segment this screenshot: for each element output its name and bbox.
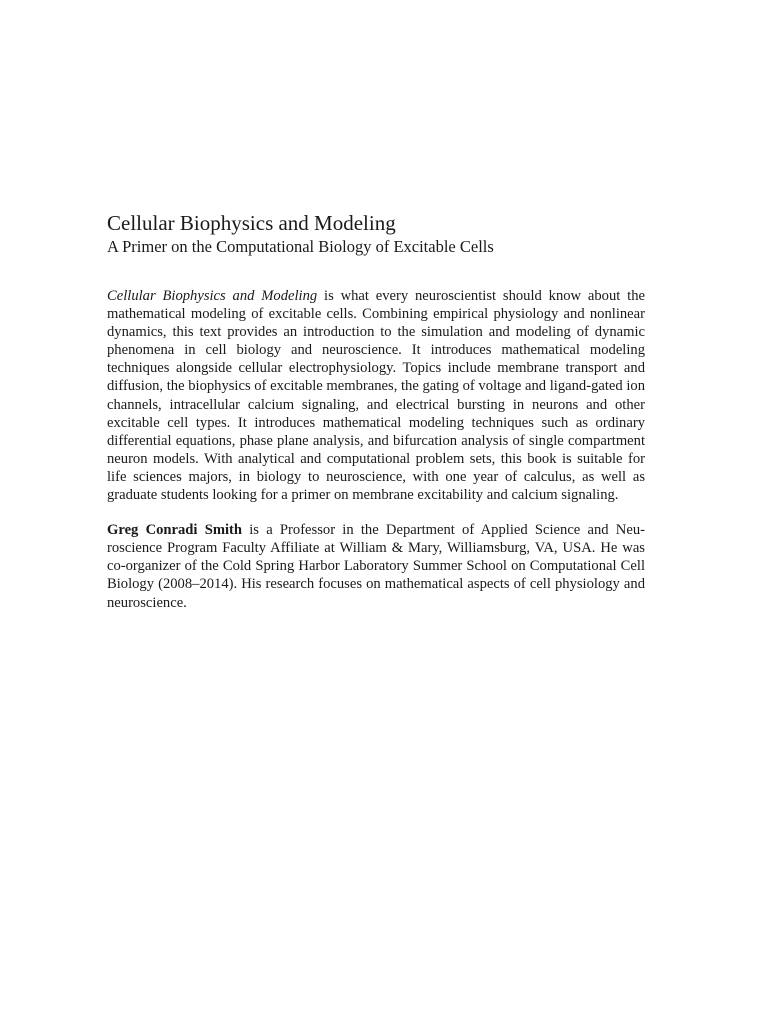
description-italic-title: Cellular Biophysics and Modeling xyxy=(107,288,318,304)
book-description xyxy=(107,287,645,504)
author-bio xyxy=(107,521,645,611)
book-subtitle: A Primer on the Computational Biology of Excitable Cells xyxy=(107,237,494,256)
author-name: Greg Conradi Smith xyxy=(107,522,243,539)
description-text: is what every neuroscientist should know about the mathematical modeling of excitable cells. Combining empirical physiology and nonlinear dynamics, this text provides an introduction to the simulation and modeling of dynamic phenomena in cell biology and neuroscience. It introduces mathematical modeling techniques alongside cellular electrophysiology. Topics include membrane transport and diffusion, the biophysics of excitable membranes, the gating of voltage and ligand-gated ion channels, intracellular calcium signaling, and electrical bursting in neurons and other excitable cell types. It introduces mathematical modeling techniques such as ordinary differential equations, phase plane analysis, and bifurcation analysis of single compartment neuron models. With analytical and computational problem sets, this book is suitable for life sciences majors, in biology to neuroscience, with one year of calculus, as well as graduate students looking for a primer on membrane excitability and calcium signaling. xyxy=(107,288,645,504)
author-bio-text: is a Professor in the Department of Applied Science and Neuroscience Program Faculty Affiliate at William & Mary, Williamsburg, VA, USA. He was co-organizer of the Cold Spring Harbor Laboratory Summer School on Computational Cell Biology (2008–2014). His research focuses on mathematical aspects of cell physiology and neuroscience. xyxy=(107,522,645,611)
book-title: Cellular Biophysics and Modeling xyxy=(107,211,396,235)
back-cover-text xyxy=(107,209,645,612)
